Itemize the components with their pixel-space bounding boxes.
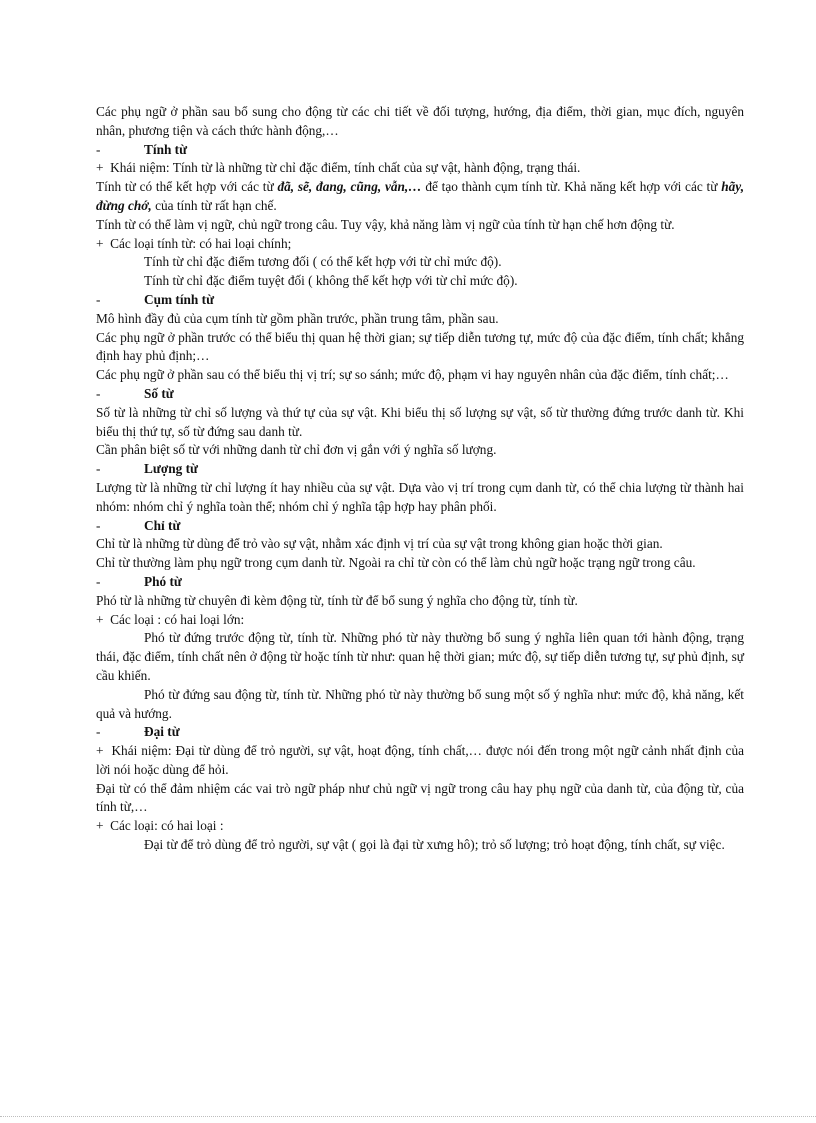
tinh-tu-cac-loai-text: Các loại tính từ: có hai loại chính; (110, 235, 292, 251)
heading-dash: - (96, 385, 101, 401)
emphasis-words: hãy, đừng chớ, (96, 179, 745, 213)
cum-tinh-tu-phu-ngu-sau: Các phụ ngữ ở phần sau có thể biểu thị vị trí; sự so sánh; mức độ, phạm vi hay nguyên nhân của đặc điểm, tính chất;… (96, 367, 729, 383)
heading-dash: - (96, 461, 101, 477)
page-bottom-divider (0, 1116, 816, 1117)
pho-tu-dung-sau: Phó từ đứng sau động từ, tính từ. Những phó từ này thường bổ sung một số ý nghĩa như: mức độ, khả năng, kết quả và hướng. (96, 686, 744, 721)
heading-text: Chỉ từ (144, 517, 181, 533)
emphasis-words: đã, sẽ, đang, cũng, vẫn,… (277, 179, 422, 195)
plus-marker: + (96, 160, 104, 176)
luong-tu-dinh-nghia: Lượng từ là những từ chỉ lượng ít hay nhiều của sự vật. Dựa vào vị trí trong cụm danh từ, có thể chia lượng từ thành hai nhóm: nhóm chỉ ý nghĩa toàn thể; nhóm chỉ ý nghĩa tập hợp hay phân phối. (96, 479, 744, 514)
heading-tinh-tu (96, 141, 744, 160)
tinh-tu-loai-2: Tính từ chỉ đặc điểm tuyệt đối ( không thể kết hợp với từ chỉ mức độ). (144, 273, 518, 289)
dai-tu-cac-loai-text: Các loại: có hai loại : (110, 818, 224, 834)
chi-tu-chuc-vu: Chỉ từ thường làm phụ ngữ trong cụm danh từ. Ngoài ra chỉ từ còn có thể làm chủ ngữ hoặc trạng ngữ trong câu. (96, 555, 696, 571)
heading-text: Đại từ (144, 724, 180, 740)
paragraph-dong-tu-phu-ngu-sau: Các phụ ngữ ở phần sau bổ sung cho động từ các chi tiết về đối tượng, hướng, địa điểm, thời gian, mục đích, nguyên nhân, phương tiện và cách thức hành động,… (96, 104, 744, 138)
heading-dash: - (96, 724, 101, 740)
heading-pho-tu (96, 573, 744, 592)
text-run: Tính từ có thể kết hợp với các từ (96, 179, 278, 195)
so-tu-phan-biet: Cần phân biệt số từ với những danh từ chỉ đơn vị gắn với ý nghĩa số lượng. (96, 442, 497, 458)
pho-tu-dung-truoc: Phó từ đứng trước động từ, tính từ. Những phó từ này thường bổ sung ý nghĩa liên quan tới hành động, trạng thái, đặc điểm, tính chất nên ở động từ hoặc tính từ như: quan hệ thời gian; mức độ, sự tiếp diễn tương tự, sự phủ định, sự cầu khiến. (96, 630, 744, 683)
cum-tinh-tu-phu-ngu-truoc: Các phụ ngữ ở phần trước có thể biểu thị quan hệ thời gian; sự tiếp diễn tương tự, mức độ của đặc điểm, tính chất; khẳng định hay phủ định;… (96, 329, 744, 364)
heading-text: Phó từ (144, 573, 182, 589)
cum-tinh-tu-mo-hinh: Mô hình đầy đủ của cụm tính từ gồm phần trước, phần trung tâm, phần sau. (96, 310, 499, 326)
heading-so-tu (96, 385, 744, 404)
tinh-tu-khai-niem-text: Khái niệm: Tính từ là những từ chỉ đặc điểm, tính chất của sự vật, hành động, trạng thái. (110, 160, 581, 176)
tinh-tu-khai-niem (96, 159, 744, 178)
heading-dash: - (96, 291, 101, 307)
heading-text: Số từ (144, 385, 174, 401)
heading-text: Lượng từ (144, 461, 198, 477)
so-tu-dinh-nghia: Số từ là những từ chỉ số lượng và thứ tự của sự vật. Khi biểu thị số lượng sự vật, số từ thường đứng trước danh từ. Khi biểu thị thứ tự, số từ đứng sau danh từ. (96, 404, 744, 439)
dai-tu-vai-tro: Đại từ có thể đảm nhiệm các vai trò ngữ pháp như chủ ngữ vị ngữ trong câu hay phụ ngữ của danh từ, của động từ, của tính từ,… (96, 780, 744, 815)
text-run: của tính từ rất hạn chế. (151, 197, 277, 213)
pho-tu-dinh-nghia: Phó từ là những từ chuyên đi kèm động từ, tính từ để bổ sung ý nghĩa cho động từ, tính từ. (96, 592, 578, 608)
tinh-tu-kha-nang-ket-hop (96, 178, 744, 216)
heading-luong-tu (96, 460, 744, 479)
tinh-tu-cac-loai (96, 235, 744, 254)
plus-marker: + (96, 235, 104, 251)
dai-tu-loai: Đại từ để trỏ dùng để trỏ người, sự vật ( gọi là đại từ xưng hô); trỏ số lượng; trỏ hoạt động, tính chất, sự việc. (144, 837, 725, 853)
tinh-tu-loai-1: Tính từ chỉ đặc điểm tương đối ( có thể kết hợp với từ chỉ mức độ). (144, 254, 502, 270)
document-body (96, 103, 744, 855)
dai-tu-cac-loai (96, 817, 744, 836)
pho-tu-cac-loai-text: Các loại : có hai loại lớn: (110, 611, 245, 627)
tinh-tu-vi-ngu: Tính từ có thể làm vị ngữ, chủ ngữ trong câu. Tuy vậy, khả năng làm vị ngữ của tính từ hạn chế hơn động từ. (96, 216, 675, 232)
heading-dash: - (96, 573, 101, 589)
heading-chi-tu (96, 517, 744, 536)
dai-tu-khai-niem (96, 742, 744, 780)
pho-tu-cac-loai (96, 611, 744, 630)
heading-cum-tinh-tu (96, 291, 744, 310)
heading-text: Tính từ (144, 141, 188, 157)
chi-tu-dinh-nghia: Chỉ từ là những từ dùng để trỏ vào sự vật, nhằm xác định vị trí của sự vật trong không gian hoặc thời gian. (96, 536, 663, 552)
heading-dai-tu (96, 723, 744, 742)
heading-dash: - (96, 517, 101, 533)
plus-marker: + (96, 611, 104, 627)
text-run: để tạo thành cụm tính từ. Khả năng kết hợp với các từ (421, 179, 722, 195)
heading-text: Cụm tính từ (144, 291, 215, 307)
dai-tu-khai-niem-text: Khái niệm: Đại từ dùng để trỏ người, sự vật, hoạt động, tính chất,… được nói đến trong một ngữ cảnh nhất định của lời nói hoặc dùng để hỏi. (96, 743, 744, 777)
plus-marker: + (96, 818, 104, 834)
heading-dash: - (96, 141, 101, 157)
plus-marker: + (96, 743, 104, 759)
